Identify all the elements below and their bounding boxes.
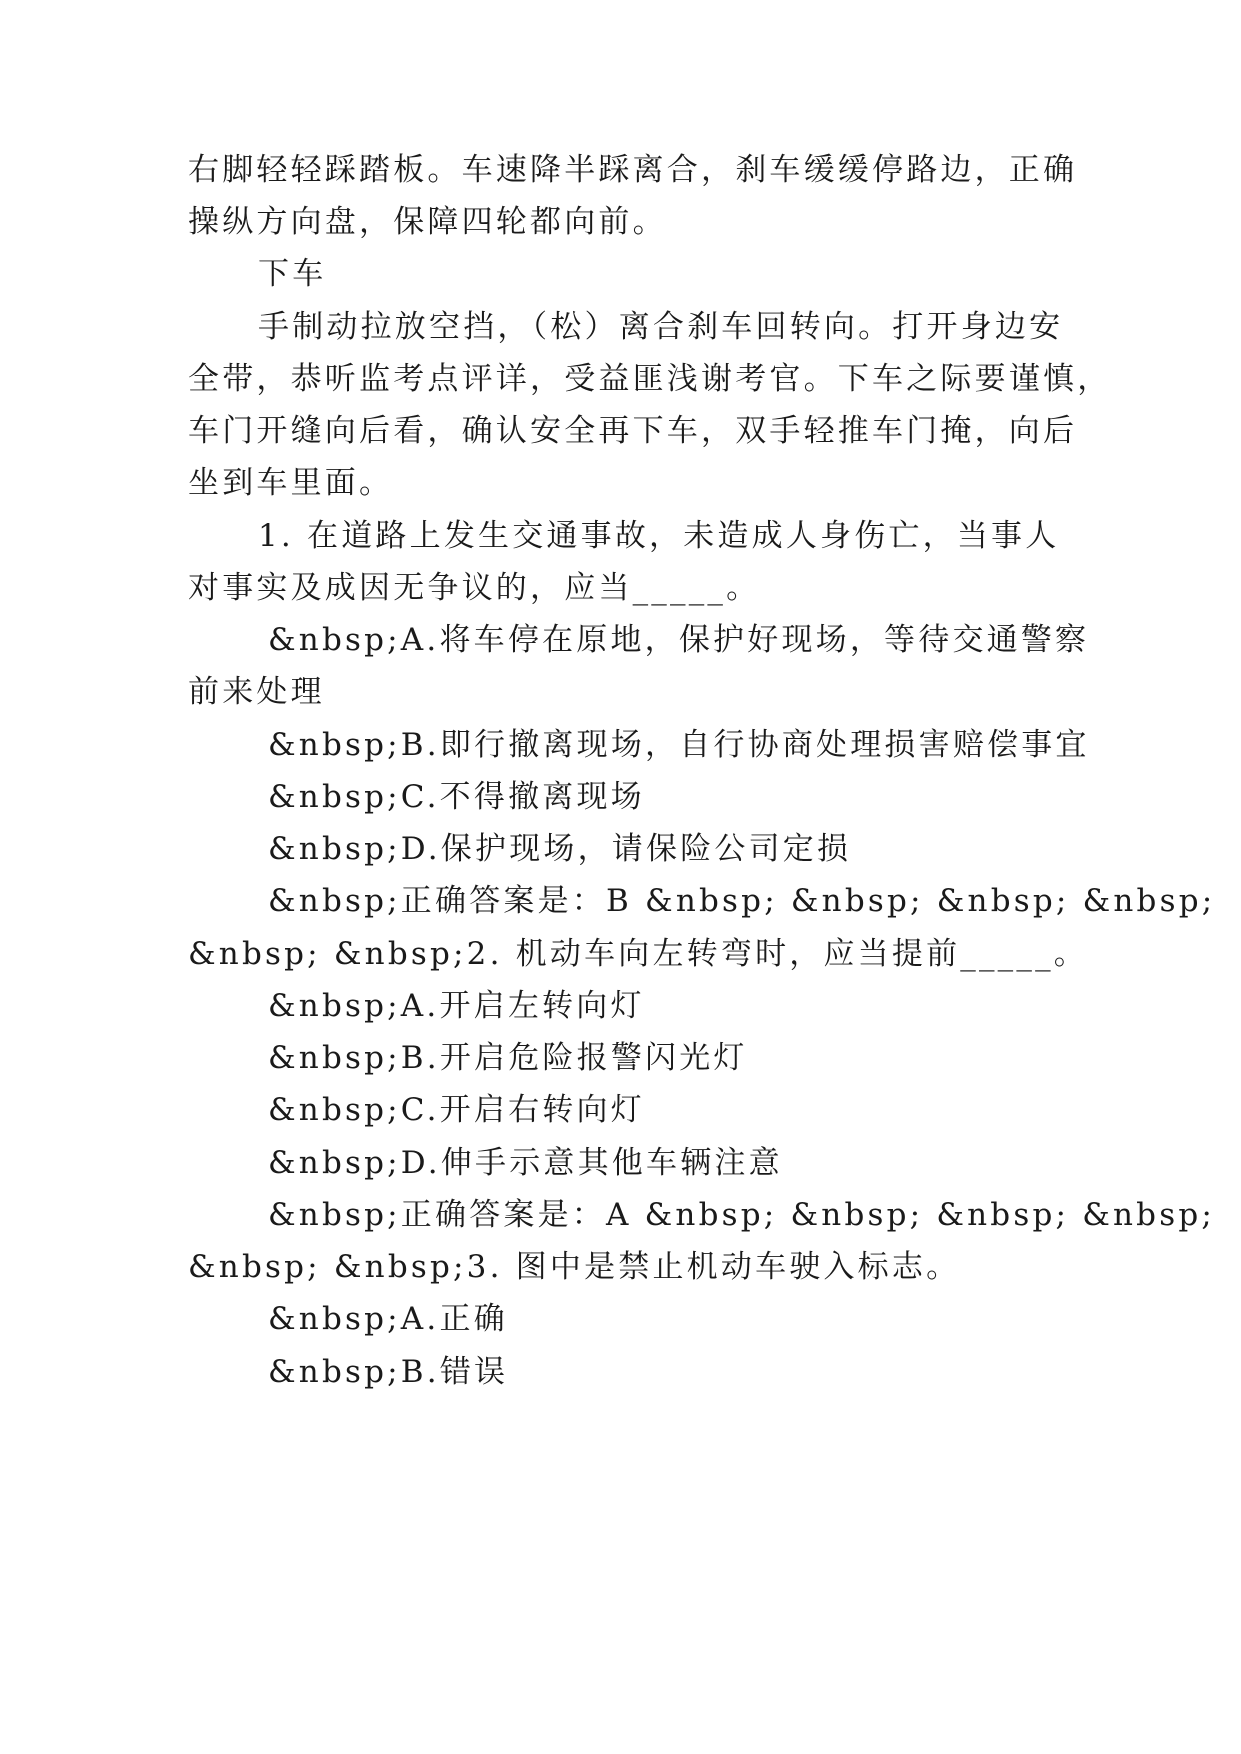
option-c: &nbsp;C.不得撤离现场 — [268, 779, 645, 815]
text-line: 对事实及成因无争议的，应当_____。 — [188, 570, 761, 606]
answer-line: &nbsp;正确答案是：B &nbsp; &nbsp; &nbsp; &nbsp; — [268, 883, 1216, 919]
text-line: 车门开缝向后看，确认安全再下车，双手轻推车门掩，向后 — [188, 413, 1078, 449]
text-line: 坐到车里面。 — [188, 465, 394, 501]
answer-line: &nbsp;正确答案是：A &nbsp; &nbsp; &nbsp; &nbsp; — [268, 1197, 1216, 1233]
option-b: &nbsp;B.开启危险报警闪光灯 — [268, 1040, 748, 1076]
section-heading: 下车 — [258, 256, 327, 292]
question-1: 1. 在道路上发生交通事故，未造成人身伤亡，当事人 — [258, 518, 1060, 554]
option-a: &nbsp;A.将车停在原地，保护好现场，等待交通警察 — [268, 622, 1090, 658]
option-b: &nbsp;B.错误 — [268, 1354, 509, 1390]
option-d: &nbsp;D.伸手示意其他车辆注意 — [268, 1145, 783, 1181]
text-line: 前来处理 — [188, 674, 325, 710]
option-a: &nbsp;A.开启左转向灯 — [268, 988, 645, 1024]
text-line: 全带，恭听监考点评详，受益匪浅谢考官。下车之际要谨慎， — [188, 361, 1112, 397]
text-line: 手制动拉放空挡，（松）离合刹车回转向。打开身边安 — [258, 309, 1064, 345]
text-line: 右脚轻轻踩踏板。车速降半踩离合，刹车缓缓停路边，正确 — [188, 152, 1078, 188]
option-a: &nbsp;A.正确 — [268, 1301, 508, 1337]
text-line: 操纵方向盘，保障四轮都向前。 — [188, 204, 667, 240]
question-3: &nbsp; &nbsp;3. 图中是禁止机动车驶入标志。 — [188, 1249, 961, 1285]
option-c: &nbsp;C.开启右转向灯 — [268, 1092, 645, 1128]
question-2: &nbsp; &nbsp;2. 机动车向左转弯时，应当提前_____。 — [188, 936, 1088, 972]
option-b: &nbsp;B.即行撤离现场，自行协商处理损害赔偿事宜 — [268, 727, 1090, 763]
option-d: &nbsp;D.保护现场，请保险公司定损 — [268, 831, 852, 867]
